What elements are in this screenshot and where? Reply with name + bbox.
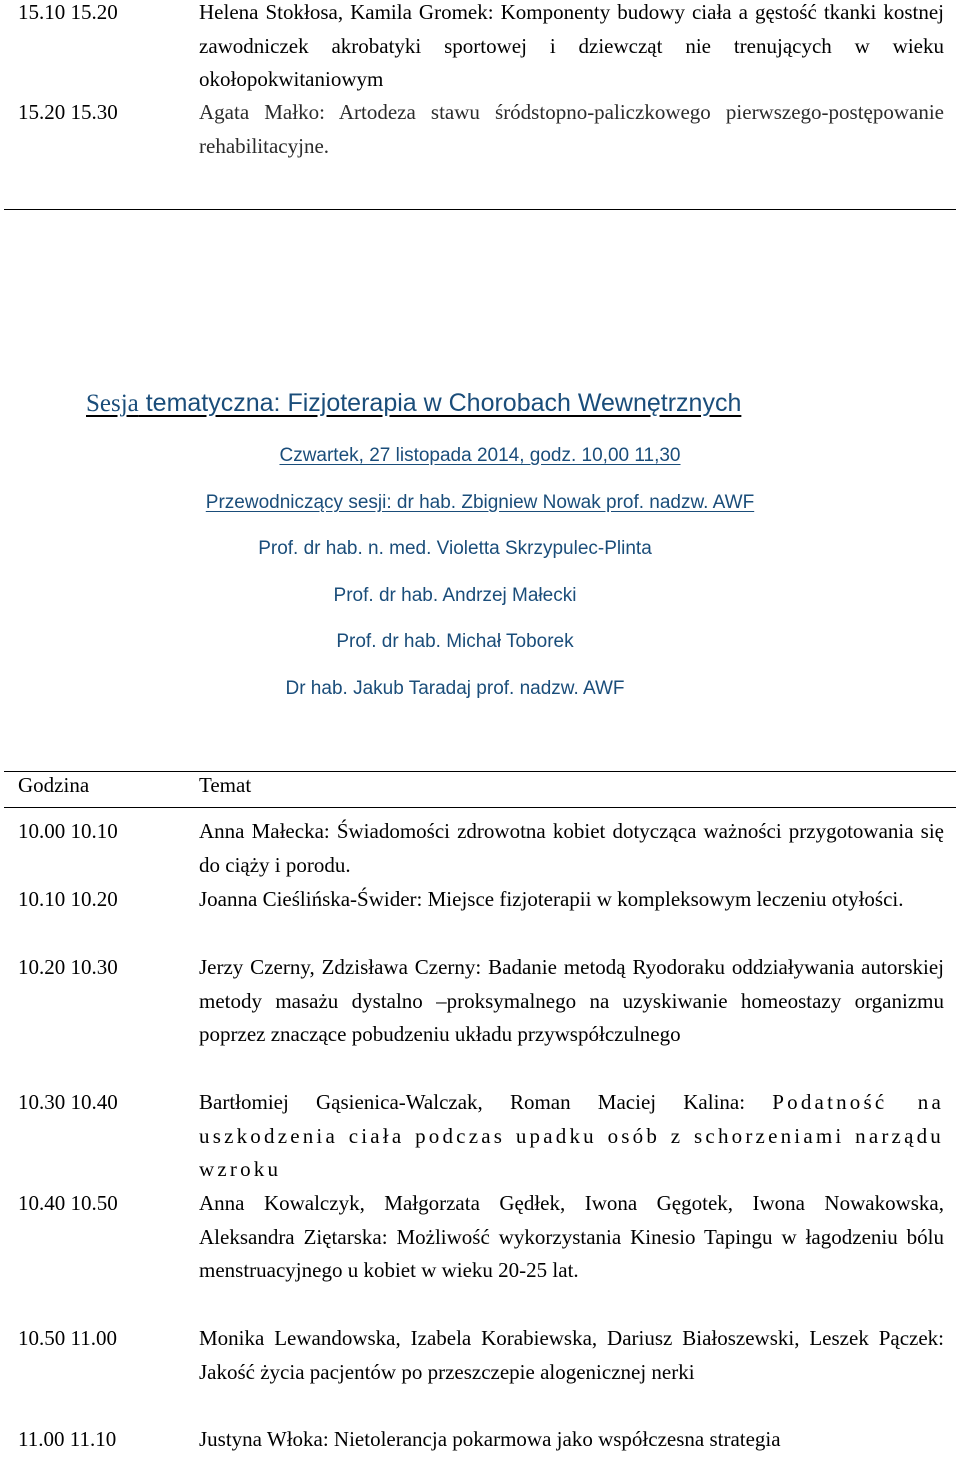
entry-time: 15.10 15.20	[18, 0, 118, 24]
entry-time: 11.00 11.10	[18, 1427, 117, 1451]
session-chair: Przewodniczący sesji: dr hab. Zbigniew Nowak prof. nadzw. AWF	[205, 492, 755, 513]
table-row	[18, 1086, 944, 1187]
session-title-part2: tematyczna: Fizjoterapia w Chorobach Wewnętrznych	[138, 389, 742, 417]
session-date: Czwartek, 27 listopada 2014, godz. 10,00 11,30	[279, 445, 681, 466]
header-time: Godzina	[18, 773, 90, 797]
entry-text: Anna Kowalczyk, Małgorzata Gędłek, Iwona Gęgotek, Iwona Nowakowska, Aleksandra Ziętarska: Możliwość wykorzystania Kinesio Tapingu w łagodzeniu bólu menstruacyjnego u kobiet w wieku 20-25 lat.	[199, 1191, 944, 1282]
table-row	[18, 1423, 944, 1457]
entry-text: Bartłomiej Gąsienica-Walczak, Roman Maciej Kalina: Podatność na uszkodzenia ciała podczas upadku osób z schorzeniami narządu wzroku	[199, 1090, 944, 1181]
session-title	[86, 389, 741, 418]
entry-time: 10.50 11.00	[18, 1326, 117, 1350]
entry-time: 10.30 10.40	[18, 1090, 118, 1114]
table-header-top-rule	[4, 771, 956, 772]
session-cochair: Prof. dr hab. Michał Toborek	[336, 631, 574, 652]
entry-text: Justyna Włoka: Nietolerancja pokarmowa jako współczesna strategia	[199, 1427, 781, 1451]
session-cochair: Prof. dr hab. Andrzej Małecki	[333, 585, 577, 606]
entry-text: Monika Lewandowska, Izabela Korabiewska, Dariusz Białoszewski, Leszek Pączek: Jakość życia pacjentów po przeszczepie alogenicznej nerki	[199, 1326, 944, 1384]
entry-time: 10.00 10.10	[18, 819, 118, 843]
table-header-bottom-rule	[4, 807, 956, 808]
entry-text: Helena Stokłosa, Kamila Gromek: Komponenty budowy ciała a gęstość tkanki kostnej zawodniczek akrobatyki sportowej i dziewcząt nie trenujących w wieku okołopokwitaniowym	[199, 0, 944, 91]
session-title-part1: Sesja	[86, 390, 139, 417]
table-row	[18, 951, 944, 1052]
session-cochair: Prof. dr hab. n. med. Violetta Skrzypulec-Plinta	[258, 538, 652, 559]
entry-time: 15.20 15.30	[18, 100, 118, 124]
entry-time: 10.40 10.50	[18, 1191, 118, 1215]
section-divider	[4, 209, 956, 210]
entry-time: 10.20 10.30	[18, 955, 118, 979]
entry-text: Joanna Cieślińska-Świder: Miejsce fizjoterapii w kompleksowym leczeniu otyłości.	[199, 887, 904, 911]
table-row	[18, 883, 944, 917]
table-row	[18, 1322, 944, 1389]
entry-text: Agata Małko: Artodeza stawu śródstopno-paliczkowego pierwszego-postępowanie rehabilitacyjne.	[199, 100, 944, 158]
entry-time: 10.10 10.20	[18, 887, 118, 911]
entry-text: Anna Małecka: Świadomości zdrowotna kobiet dotycząca ważności przygotowania się do ciąży i porodu.	[199, 819, 944, 877]
top-entry-2	[18, 96, 944, 163]
entry-text: Jerzy Czerny, Zdzisława Czerny: Badanie metodą Ryodoraku oddziaływania autorskiej metody masażu dystalno –proksymalnego na uzyskiwanie homeostazy organizmu poprzez znaczące pobudzeniu układu przywspółczulnego	[199, 955, 944, 1046]
header-topic: Temat	[199, 773, 252, 797]
session-cochair: Dr hab. Jakub Taradaj prof. nadzw. AWF	[285, 678, 625, 699]
top-entry-1	[18, 0, 944, 97]
table-row	[18, 1187, 944, 1288]
table-row	[18, 815, 944, 882]
